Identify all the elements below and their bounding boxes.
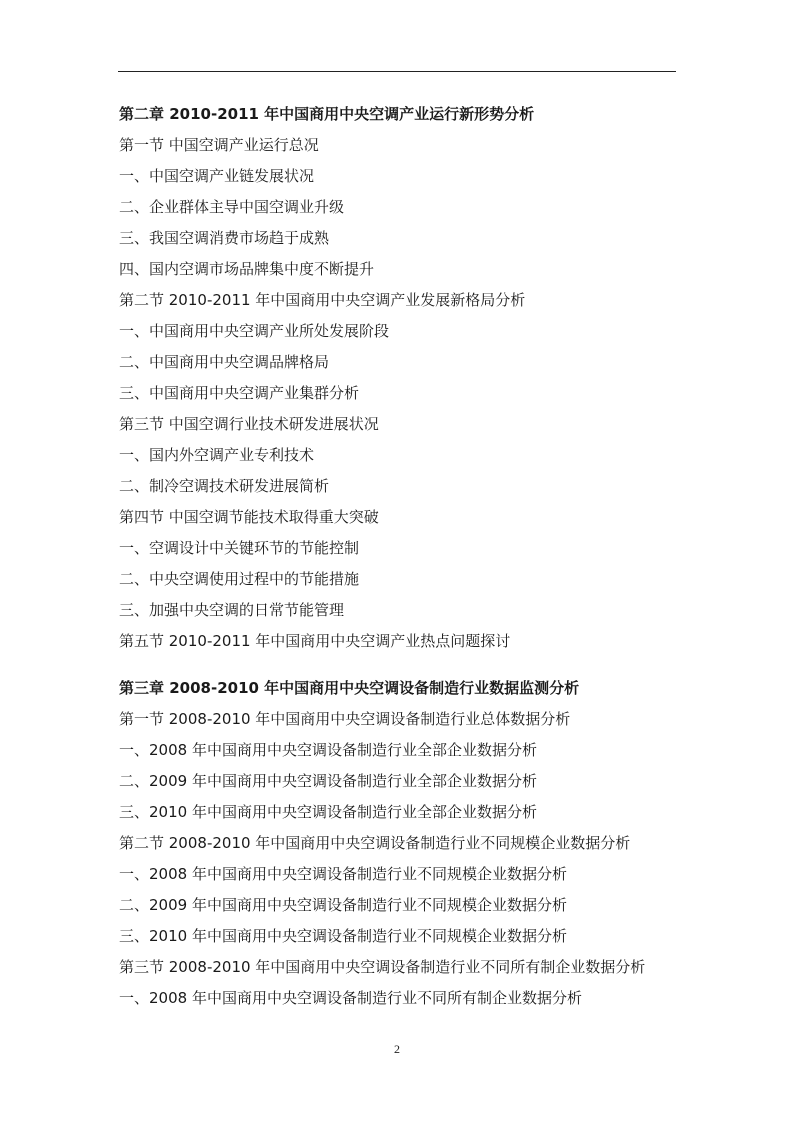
- toc-line: 二、2009 年中国商用中央空调设备制造行业不同规模企业数据分析: [119, 896, 567, 914]
- toc-line: 一、中国商用中央空调产业所处发展阶段: [119, 322, 390, 340]
- toc-line: 第三节 2008-2010 年中国商用中央空调设备制造行业不同所有制企业数据分析: [119, 958, 646, 976]
- toc-line: 第五节 2010-2011 年中国商用中央空调产业热点问题探讨: [119, 632, 511, 650]
- chapter-3-heading: 第三章 2008-2010 年中国商用中央空调设备制造行业数据监测分析: [119, 679, 580, 697]
- page-number: 2: [394, 1042, 400, 1056]
- toc-line: 第三节 中国空调行业技术研发进展状况: [119, 415, 379, 433]
- toc-line: 二、制冷空调技术研发进展简析: [119, 477, 330, 495]
- toc-line: 一、国内外空调产业专利技术: [119, 446, 315, 464]
- chapter-gap: [119, 657, 689, 673]
- toc-line: 第二节 2010-2011 年中国商用中央空调产业发展新格局分析: [119, 291, 526, 309]
- toc-line: 第一节 中国空调产业运行总况: [119, 136, 319, 154]
- toc-line: 二、2009 年中国商用中央空调设备制造行业全部企业数据分析: [119, 772, 537, 790]
- toc-line: 第四节 中国空调节能技术取得重大突破: [119, 508, 379, 526]
- toc-line: 三、加强中央空调的日常节能管理: [119, 601, 345, 619]
- toc-line: 一、2008 年中国商用中央空调设备制造行业不同规模企业数据分析: [119, 865, 567, 883]
- toc-line: 一、2008 年中国商用中央空调设备制造行业不同所有制企业数据分析: [119, 989, 582, 1007]
- header-rule: [118, 71, 676, 72]
- toc-line: 三、中国商用中央空调产业集群分析: [119, 384, 360, 402]
- toc-line: 三、2010 年中国商用中央空调设备制造行业全部企业数据分析: [119, 803, 537, 821]
- toc-line: 四、国内空调市场品牌集中度不断提升: [119, 260, 375, 278]
- toc-line: 第二节 2008-2010 年中国商用中央空调设备制造行业不同规模企业数据分析: [119, 834, 631, 852]
- table-of-contents: [119, 99, 689, 1014]
- toc-line: 一、2008 年中国商用中央空调设备制造行业全部企业数据分析: [119, 741, 537, 759]
- toc-line: 二、中央空调使用过程中的节能措施: [119, 570, 360, 588]
- chapter-2-heading: 第二章 2010-2011 年中国商用中央空调产业运行新形势分析: [119, 105, 535, 123]
- toc-line: 三、2010 年中国商用中央空调设备制造行业不同规模企业数据分析: [119, 927, 567, 945]
- toc-line: 第一节 2008-2010 年中国商用中央空调设备制造行业总体数据分析: [119, 710, 571, 728]
- toc-line: 二、企业群体主导中国空调业升级: [119, 198, 345, 216]
- toc-line: 一、空调设计中关键环节的节能控制: [119, 539, 360, 557]
- toc-line: 一、中国空调产业链发展状况: [119, 167, 315, 185]
- toc-line: 二、中国商用中央空调品牌格局: [119, 353, 330, 371]
- toc-line: 三、我国空调消费市场趋于成熟: [119, 229, 330, 247]
